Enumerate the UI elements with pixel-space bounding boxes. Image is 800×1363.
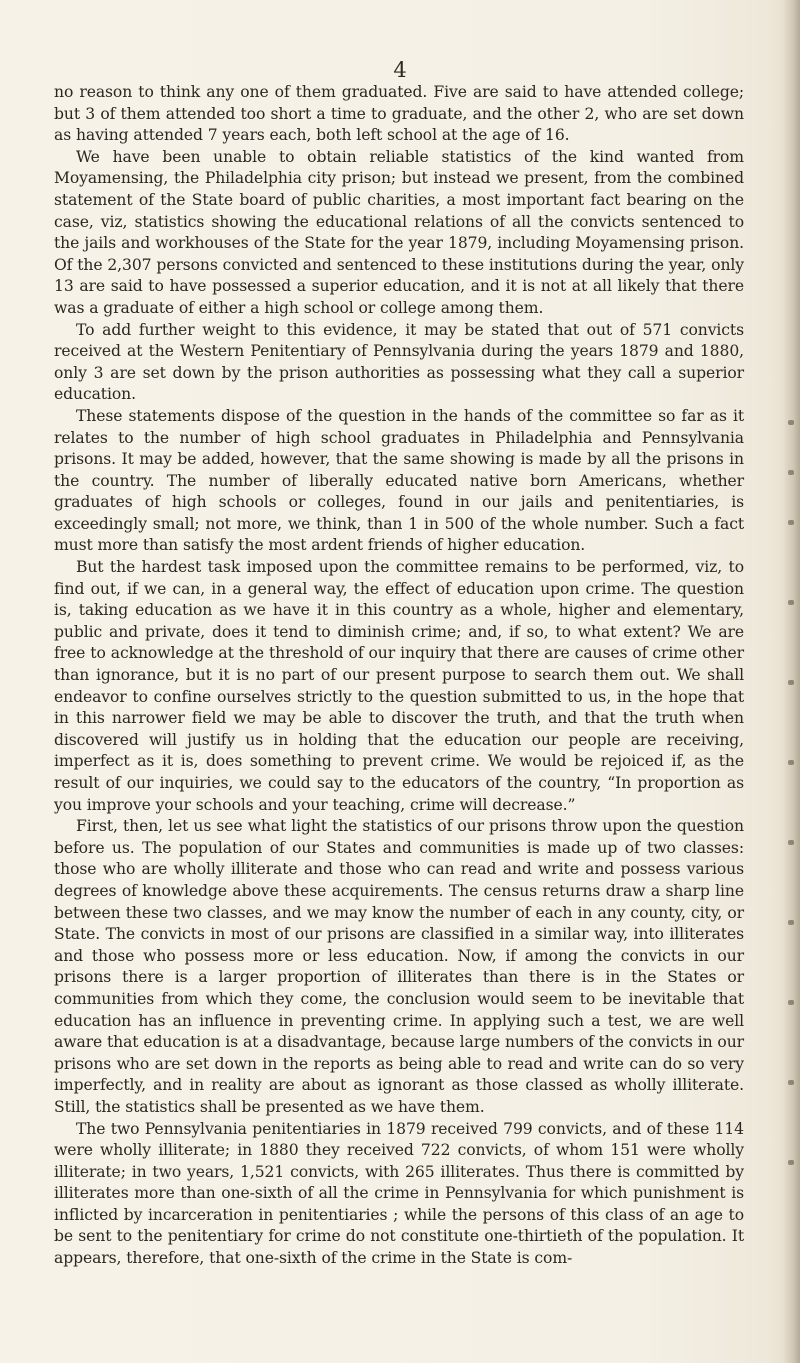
paragraph-2: We have been unable to obtain reliable statistics of the kind wanted from Moyamensing, the Philadelphia city prison; but instead we present, from the combined statement of the State board of public charities, a most important fact bearing on the case, viz, statistics showing the educational relations of all the convicts sentenced to the jails and workhouses of the State for the year 1879, including Moyamensing prison. Of the 2,307 persons convicted and sentenced to these institutions during the year, only 13 are said to have possessed a superior education, and it is not at all likely that there was a graduate of either a high school or college among them.: [54, 147, 744, 317]
paragraph-3: To add further weight to this evidence, it may be stated that out of 571 convicts received at the Western Penitentiary of Pennsylvania during the years 1879 and 1880, only 3 are set down by the prison authorities as possessing what they call a superior education.: [54, 320, 744, 404]
paragraph-5: But the hardest task imposed upon the committee remains to be performed, viz, to find out, if we can, in a general way, the effect of education upon crime. The question is, taking education as we have it in this country as a whole, higher and elementary, public and private, does it tend to diminish crime; and, if so, to what extent? We are free to acknowledge at the threshold of our inquiry that there are causes of crime other than ignorance, but it is no part of our present purpose to search them out. We shall endeavor to confine ourselves strictly to the question submitted to us, in the hope that in this narrower field we may be able to discover the truth, and that the truth when discovered will justify us in holding that the education our people are receiving, imperfect as it is, does something to prevent crime. We would be rejoiced if, as the result of our inquiries, we could say to the educators of the country, “In proportion as you improve your schools and your teaching, crime will decrease.”: [54, 558, 744, 814]
bleed-mark: [788, 760, 794, 765]
paragraph-7: The two Pennsylvania penitentiaries in 1879 received 799 convicts, and of these 114 were wholly illiterate; in 1880 they received 722 convicts, of whom 151 were wholly illiterate; in two years, 1,521 convicts, with 265 illiterates. Thus there is committed by illiterates more than one-sixth of all the crime in Pennsylvania for which punishment is inflicted by incarceration in penitentiaries ; while the persons of this class of an age to be sent to the penitentiary for crime do not constitute one-thirtieth of the population. It appears, therefore, that one-sixth of the crime in the State is com-: [54, 1119, 744, 1268]
paragraph-4: These statements dispose of the question in the hands of the committee so far as it relates to the number of high school graduates in Philadelphia and Pennsylvania prisons. It may be added, however, that the same showing is made by all the prisons in the country. The number of liberally educated native born Americans, whether graduates of high schools or colleges, found in our jails and penitentiaries, is exceedingly small; not more, we think, than 1 in 500 of the whole number. Such a fact must more than satisfy the most ardent friends of higher education.: [54, 406, 744, 555]
bleed-mark: [788, 840, 794, 845]
paragraph-1: no reason to think any one of them graduated. Five are said to have attended college; but 3 of them attended too short a time to graduate, and the other 2, who are set down as having attended 7 years each, both left school at the age of 16.: [54, 83, 744, 145]
bleed-mark: [788, 1160, 794, 1165]
bleed-mark: [788, 520, 794, 525]
bleed-mark: [788, 600, 794, 605]
bleed-mark: [788, 920, 794, 925]
bleed-mark: [788, 680, 794, 685]
bleed-mark: [788, 470, 794, 475]
bleed-mark: [788, 1000, 794, 1005]
bleed-mark: [788, 1080, 794, 1085]
page-number: 4: [393, 58, 407, 82]
body-text: [54, 82, 744, 1270]
bleed-mark: [788, 420, 794, 425]
paragraph-6: First, then, let us see what light the statistics of our prisons throw upon the question before us. The population of our States and communities is made up of two classes: those who are wholly illiterate and those who can read and write and possess various degrees of knowledge above these acquirements. The census returns draw a sharp line between these two classes, and we may know the number of each in any county, city, or State. The convicts in most of our prisons are classified in a similar way, into illiterates and those who possess more or less education. Now, if among the convicts in our prisons there is a larger proportion of illiterates than there is in the States or communities from which they come, the conclusion would seem to be inevitable that education has an influence in preventing crime. In applying such a test, we are well aware that education is at a disadvantage, because large numbers of the convicts in our prisons who are set down in the reports as being able to read and write can do so very imperfectly, and in reality are about as ignorant as those classed as wholly illiterate. Still, the statistics shall be presented as we have them.: [54, 817, 744, 1116]
